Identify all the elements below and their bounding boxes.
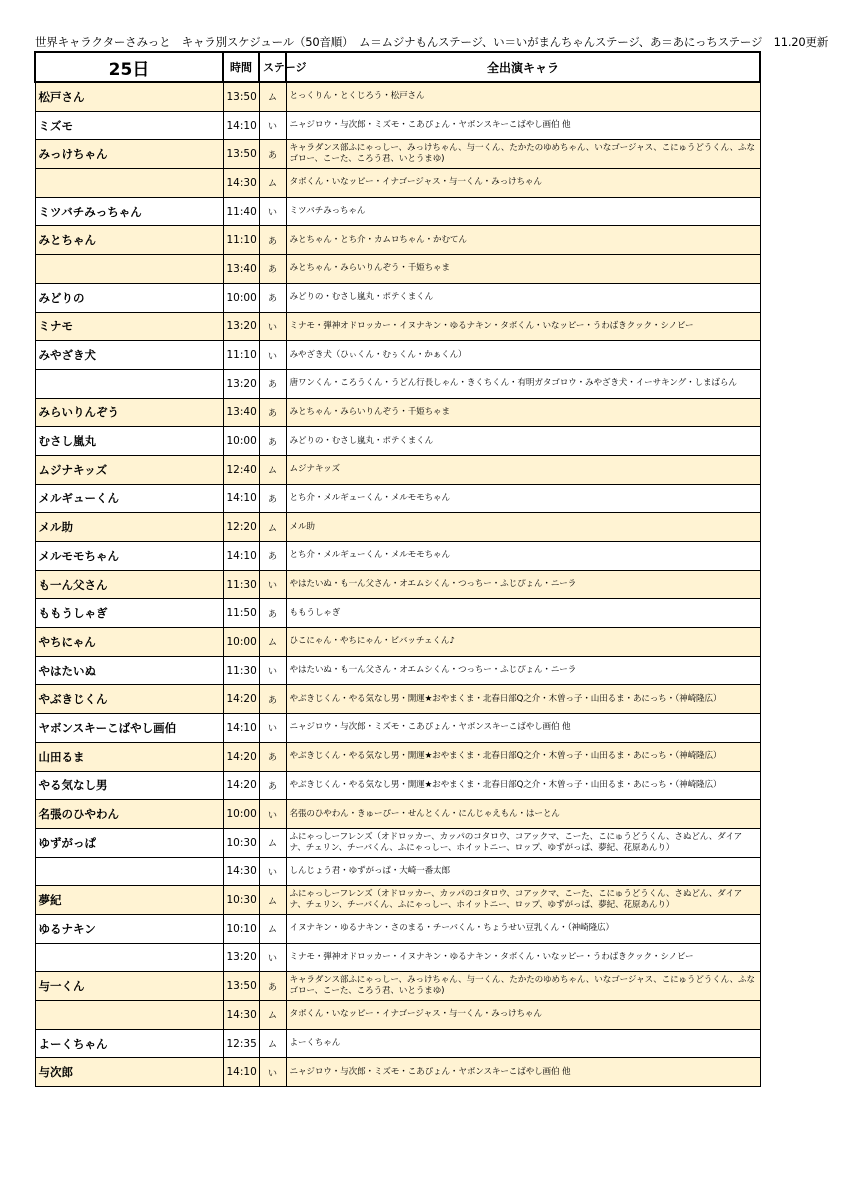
character-name-cell: メル助 bbox=[35, 513, 223, 542]
character-name-cell: やちにゃん bbox=[35, 628, 223, 657]
stage-cell: ム bbox=[259, 1029, 286, 1058]
stage-cell: ム bbox=[259, 82, 286, 111]
stage-cell: あ bbox=[259, 140, 286, 169]
time-cell: 14:30 bbox=[223, 1001, 259, 1030]
schedule-table bbox=[34, 51, 761, 1087]
time-cell: 14:30 bbox=[223, 857, 259, 886]
cast-cell: メル助 bbox=[286, 513, 760, 542]
document-title: 世界キャラクターさみっと キャラ別スケジュール（50音順） ム＝ムジナもんステージ、い＝いがまんちゃんステージ、あ＝あにっちステージ 11.20更新 bbox=[35, 35, 829, 49]
stage-cell: ム bbox=[259, 628, 286, 657]
cast-cell: ふにゃっしーフレンズ（オドロッカー、カッパのコタロウ、コアックマ、こーた、こにゅうどうくん、さぬどん、ダイアナ、チェリン、チーバくん、ふにゃっしー、ホイットニー、ロップ、ゆずがっぱ、夢紀、花原あんり） bbox=[286, 828, 760, 857]
time-cell: 13:40 bbox=[223, 398, 259, 427]
cast-cell: タボくん・いなッピー・イナゴージャス・与一くん・みっけちゃん bbox=[286, 1001, 760, 1030]
table-row bbox=[35, 226, 760, 255]
cast-cell: 唐ワンくん・ころうくん・うどん行長しゃん・きくちくん・有明ガタゴロウ・みやざき犬・イーサキング・しまばらん bbox=[286, 369, 760, 398]
character-name-cell: やる気なし男 bbox=[35, 771, 223, 800]
cast-cell: やはたいぬ・も一ん父さん・オエムシくん・つっちー・ふじぴょん・ニーラ bbox=[286, 570, 760, 599]
stage-cell: い bbox=[259, 570, 286, 599]
time-cell: 10:30 bbox=[223, 828, 259, 857]
table-row bbox=[35, 628, 760, 657]
character-name-cell: みっけちゃん bbox=[35, 140, 223, 169]
character-name-cell bbox=[35, 169, 223, 198]
time-cell: 10:00 bbox=[223, 628, 259, 657]
stage-cell: い bbox=[259, 312, 286, 341]
cast-cell: やぶきじくん・やる気なし男・開運★おやまくま・北春日部Q之介・木曽っ子・山田るま・あにっち・（神崎隆広） bbox=[286, 771, 760, 800]
character-name-cell bbox=[35, 255, 223, 284]
table-row bbox=[35, 398, 760, 427]
stage-cell: あ bbox=[259, 484, 286, 513]
stage-cell: あ bbox=[259, 742, 286, 771]
cast-cell: よーくちゃん bbox=[286, 1029, 760, 1058]
stage-cell: あ bbox=[259, 542, 286, 571]
table-row bbox=[35, 341, 760, 370]
time-cell: 11:30 bbox=[223, 570, 259, 599]
cast-cell: みどりの・むさし嵐丸・ポテくまくん bbox=[286, 283, 760, 312]
table-row bbox=[35, 255, 760, 284]
time-cell: 11:50 bbox=[223, 599, 259, 628]
table-row bbox=[35, 111, 760, 140]
cast-cell: やはたいぬ・も一ん父さん・オエムシくん・つっちー・ふじぴょん・ニーラ bbox=[286, 656, 760, 685]
time-cell: 14:20 bbox=[223, 742, 259, 771]
table-row bbox=[35, 1029, 760, 1058]
time-cell: 11:10 bbox=[223, 341, 259, 370]
character-name-cell: みやざき犬 bbox=[35, 341, 223, 370]
table-row bbox=[35, 943, 760, 972]
stage-cell: あ bbox=[259, 771, 286, 800]
stage-cell: ム bbox=[259, 828, 286, 857]
stage-cell: い bbox=[259, 800, 286, 829]
cast-cell: タボくん・いなッピー・イナゴージャス・与一くん・みっけちゃん bbox=[286, 169, 760, 198]
stage-cell: ム bbox=[259, 513, 286, 542]
time-cell: 14:10 bbox=[223, 484, 259, 513]
table-row bbox=[35, 714, 760, 743]
cast-cell: キャラダンス部ふにゃっしー、みっけちゃん、与一くん、たかたのゆめちゃん、いなゴージャス、こにゅうどうくん、ふなゴロー、こーた、ころう君、いとうまゆ) bbox=[286, 972, 760, 1001]
time-cell: 13:50 bbox=[223, 972, 259, 1001]
table-row bbox=[35, 427, 760, 456]
time-cell: 12:40 bbox=[223, 455, 259, 484]
table-row bbox=[35, 312, 760, 341]
stage-cell: ム bbox=[259, 455, 286, 484]
character-name-cell: メルギューくん bbox=[35, 484, 223, 513]
character-name-cell: も一ん父さん bbox=[35, 570, 223, 599]
stage-cell: ム bbox=[259, 169, 286, 198]
cast-cell: とち介・メルギューくん・メルモモちゃん bbox=[286, 484, 760, 513]
table-row bbox=[35, 1058, 760, 1087]
time-cell: 14:10 bbox=[223, 111, 259, 140]
time-cell: 13:20 bbox=[223, 943, 259, 972]
table-row bbox=[35, 283, 760, 312]
character-name-cell: 与次郎 bbox=[35, 1058, 223, 1087]
time-cell: 14:30 bbox=[223, 169, 259, 198]
table-row bbox=[35, 972, 760, 1001]
character-name-cell: みどりの bbox=[35, 283, 223, 312]
character-name-cell: ムジナキッズ bbox=[35, 455, 223, 484]
table-row bbox=[35, 742, 760, 771]
cast-cell: ニャジロウ・与次郎・ミズモ・こあぴょん・ヤボンスキーこばやし画伯 他 bbox=[286, 714, 760, 743]
stage-cell: あ bbox=[259, 427, 286, 456]
stage-cell: あ bbox=[259, 398, 286, 427]
cast-cell: やぶきじくん・やる気なし男・開運★おやまくま・北春日部Q之介・木曽っ子・山田るま・あにっち・（神崎隆広） bbox=[286, 685, 760, 714]
table-row bbox=[35, 685, 760, 714]
cast-cell: ニャジロウ・与次郎・ミズモ・こあぴょん・ヤボンスキーこばやし画伯 他 bbox=[286, 1058, 760, 1087]
cast-cell: やぶきじくん・やる気なし男・開運★おやまくま・北春日部Q之介・木曽っ子・山田るま・あにっち・（神崎隆広） bbox=[286, 742, 760, 771]
table-row bbox=[35, 656, 760, 685]
character-name-cell: やはたいぬ bbox=[35, 656, 223, 685]
character-name-cell: 夢紀 bbox=[35, 886, 223, 915]
character-name-cell: メルモモちゃん bbox=[35, 542, 223, 571]
time-cell: 11:40 bbox=[223, 197, 259, 226]
time-cell: 13:20 bbox=[223, 369, 259, 398]
table-row bbox=[35, 828, 760, 857]
time-cell: 12:20 bbox=[223, 513, 259, 542]
stage-cell: い bbox=[259, 341, 286, 370]
character-name-cell: 松戸さん bbox=[35, 82, 223, 111]
character-name-cell: よーくちゃん bbox=[35, 1029, 223, 1058]
cast-cell: ミツバチみっちゃん bbox=[286, 197, 760, 226]
time-cell: 13:40 bbox=[223, 255, 259, 284]
time-cell: 14:20 bbox=[223, 771, 259, 800]
time-cell: 10:00 bbox=[223, 800, 259, 829]
stage-cell: ム bbox=[259, 886, 286, 915]
cast-cell: 名張のひやわん・きゅーぴー・せんとくん・にんじゃえもん・はーとん bbox=[286, 800, 760, 829]
header-row bbox=[35, 52, 760, 82]
character-name-cell bbox=[35, 369, 223, 398]
cast-cell: ニャジロウ・与次郎・ミズモ・こあぴょん・ヤボンスキーこばやし画伯 他 bbox=[286, 111, 760, 140]
stage-cell: い bbox=[259, 943, 286, 972]
table-row bbox=[35, 513, 760, 542]
stage-cell: い bbox=[259, 111, 286, 140]
stage-header: ステージ bbox=[259, 52, 286, 82]
table-row bbox=[35, 1001, 760, 1030]
table-row bbox=[35, 82, 760, 111]
time-cell: 14:10 bbox=[223, 542, 259, 571]
character-name-cell: 山田るま bbox=[35, 742, 223, 771]
cast-cell: とっくりん・とくじろう・松戸さん bbox=[286, 82, 760, 111]
table-row bbox=[35, 455, 760, 484]
time-cell: 14:20 bbox=[223, 685, 259, 714]
character-name-cell: みとちゃん bbox=[35, 226, 223, 255]
time-cell: 10:10 bbox=[223, 914, 259, 943]
table-row bbox=[35, 800, 760, 829]
character-name-cell: ヤボンスキーこばやし画伯 bbox=[35, 714, 223, 743]
stage-cell: い bbox=[259, 197, 286, 226]
time-cell: 14:10 bbox=[223, 1058, 259, 1087]
time-cell: 11:30 bbox=[223, 656, 259, 685]
time-cell: 13:50 bbox=[223, 82, 259, 111]
character-name-cell: ミツバチみっちゃん bbox=[35, 197, 223, 226]
stage-cell: あ bbox=[259, 226, 286, 255]
character-name-cell: やぶきじくん bbox=[35, 685, 223, 714]
cast-cell: キャラダンス部ふにゃっしー、みっけちゃん、与一くん、たかたのゆめちゃん、いなゴージャス、こにゅうどうくん、ふなゴロー、こーた、ころう君、いとうまゆ) bbox=[286, 140, 760, 169]
character-name-cell: みらいりんぞう bbox=[35, 398, 223, 427]
cast-cell: ももうしゃぎ bbox=[286, 599, 760, 628]
character-name-cell: むさし嵐丸 bbox=[35, 427, 223, 456]
time-cell: 10:00 bbox=[223, 427, 259, 456]
cast-cell: みとちゃん・みらいりんぞう・千姫ちゃま bbox=[286, 398, 760, 427]
time-cell: 10:30 bbox=[223, 886, 259, 915]
time-cell: 13:20 bbox=[223, 312, 259, 341]
time-cell: 11:10 bbox=[223, 226, 259, 255]
day-header: 25日 bbox=[35, 52, 223, 82]
stage-cell: あ bbox=[259, 685, 286, 714]
cast-cell: とち介・メルギューくん・メルモモちゃん bbox=[286, 542, 760, 571]
cast-cell: ミナモ・弾神オドロッカー・イヌナキン・ゆるナキン・タボくん・いなッピー・うわばきクック・シノビー bbox=[286, 943, 760, 972]
cast-cell: みやざき犬（ひぃくん・むぅくん・かぁくん） bbox=[286, 341, 760, 370]
character-name-cell: ミズモ bbox=[35, 111, 223, 140]
cast-cell: イヌナキン・ゆるナキン・さのまる・チーバくん・ちょうせい豆乳くん・（神崎隆広） bbox=[286, 914, 760, 943]
stage-cell: い bbox=[259, 656, 286, 685]
cast-cell: ふにゃっしーフレンズ（オドロッカー、カッパのコタロウ、コアックマ、こーた、こにゅうどうくん、さぬどん、ダイアナ、チェリン、チーバくん、ふにゃっしー、ホイットニー、ロップ、ゆずがっぱ、夢紀、花原あんり） bbox=[286, 886, 760, 915]
table-row bbox=[35, 771, 760, 800]
time-cell: 14:10 bbox=[223, 714, 259, 743]
cast-cell: しんじょう君・ゆずがっぱ・大崎一番太郎 bbox=[286, 857, 760, 886]
character-name-cell: 与一くん bbox=[35, 972, 223, 1001]
table-row bbox=[35, 570, 760, 599]
table-row bbox=[35, 197, 760, 226]
character-name-cell bbox=[35, 1001, 223, 1030]
stage-cell: あ bbox=[259, 369, 286, 398]
cast-cell: ミナモ・弾神オドロッカー・イヌナキン・ゆるナキン・タボくん・いなッピー・うわばきクック・シノビー bbox=[286, 312, 760, 341]
stage-cell: い bbox=[259, 714, 286, 743]
table-row bbox=[35, 542, 760, 571]
cast-cell: みとちゃん・みらいりんぞう・千姫ちゃま bbox=[286, 255, 760, 284]
character-name-cell: ゆるナキン bbox=[35, 914, 223, 943]
time-cell: 13:50 bbox=[223, 140, 259, 169]
cast-header: 全出演キャラ bbox=[286, 52, 760, 82]
cast-cell: ムジナキッズ bbox=[286, 455, 760, 484]
character-name-cell bbox=[35, 857, 223, 886]
table-row bbox=[35, 886, 760, 915]
time-cell: 12:35 bbox=[223, 1029, 259, 1058]
character-name-cell: ミナモ bbox=[35, 312, 223, 341]
character-name-cell: 名張のひやわん bbox=[35, 800, 223, 829]
table-row bbox=[35, 914, 760, 943]
character-name-cell: ゆずがっぱ bbox=[35, 828, 223, 857]
table-row bbox=[35, 857, 760, 886]
stage-cell: あ bbox=[259, 599, 286, 628]
table-row bbox=[35, 599, 760, 628]
stage-cell: あ bbox=[259, 255, 286, 284]
cast-cell: みとちゃん・とち介・カムロちゃん・かむてん bbox=[286, 226, 760, 255]
stage-cell: あ bbox=[259, 972, 286, 1001]
table-row bbox=[35, 169, 760, 198]
table-row bbox=[35, 484, 760, 513]
stage-cell: い bbox=[259, 857, 286, 886]
table-row bbox=[35, 369, 760, 398]
time-header: 時間 bbox=[223, 52, 259, 82]
time-cell: 10:00 bbox=[223, 283, 259, 312]
character-name-cell: ももうしゃぎ bbox=[35, 599, 223, 628]
table-row bbox=[35, 140, 760, 169]
stage-cell: あ bbox=[259, 283, 286, 312]
stage-cell: ム bbox=[259, 1001, 286, 1030]
cast-cell: みどりの・むさし嵐丸・ポテくまくん bbox=[286, 427, 760, 456]
stage-cell: い bbox=[259, 1058, 286, 1087]
character-name-cell bbox=[35, 943, 223, 972]
stage-cell: ム bbox=[259, 914, 286, 943]
cast-cell: ひこにゃん・やちにゃん・ビバッチェくん♪ bbox=[286, 628, 760, 657]
